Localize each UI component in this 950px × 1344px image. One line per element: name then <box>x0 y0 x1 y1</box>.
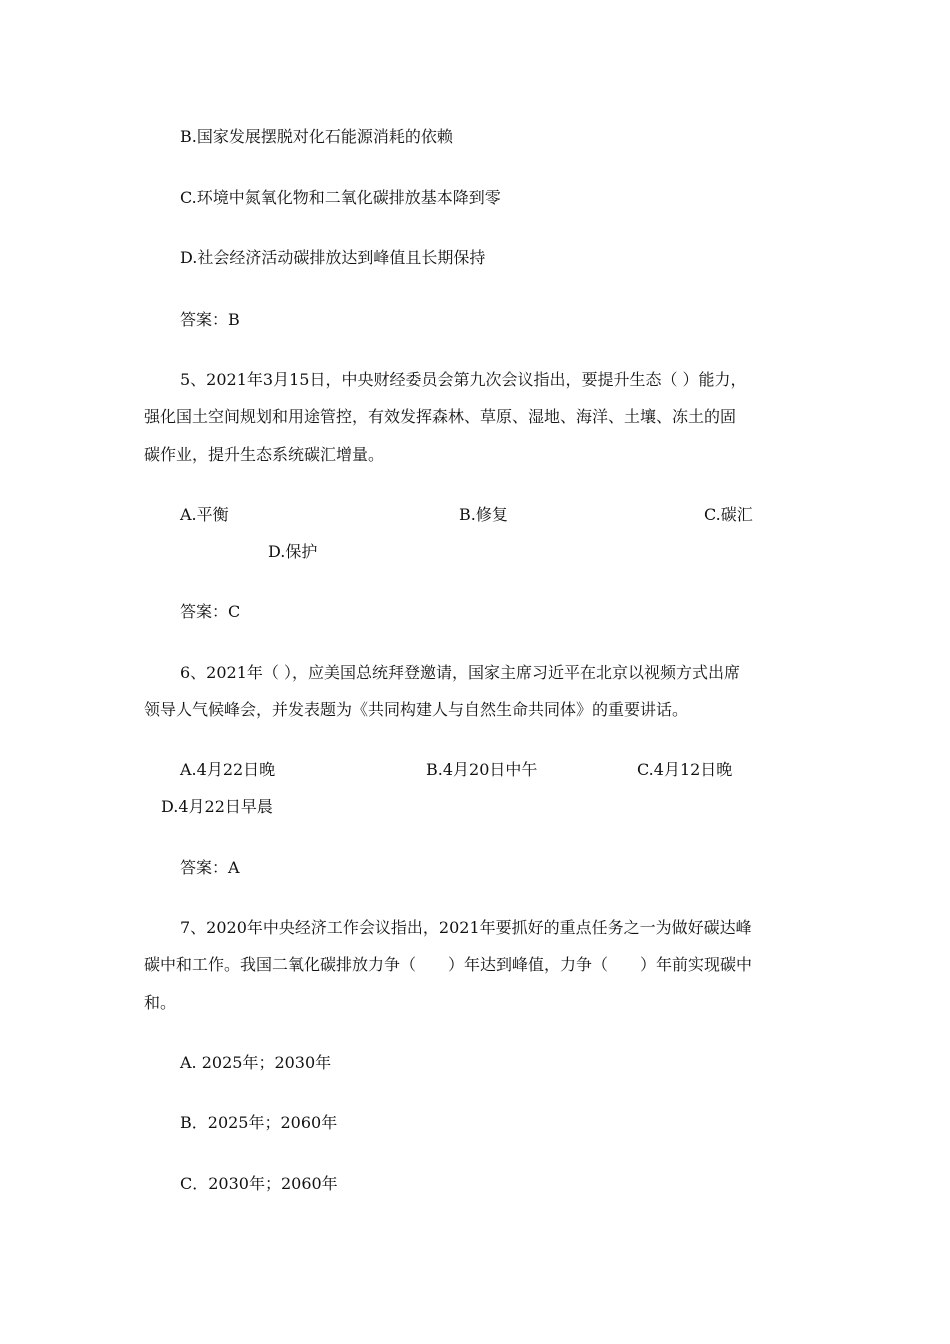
q5-answer: 答案：C <box>180 602 241 621</box>
q6-answer: 答案：A <box>180 858 240 877</box>
q5-text-line-3: 碳作业，提升生态系统碳汇增量。 <box>144 445 385 464</box>
q4-option-d: D.社会经济活动碳排放达到峰值且长期保持 <box>180 248 486 267</box>
q4-answer: 答案：B <box>180 310 240 329</box>
q6-option-a: A.4月22日晚 <box>180 760 276 779</box>
q7-option-c: C．2030年；2060年 <box>180 1174 338 1193</box>
q4-option-b: B.国家发展摆脱对化石能源消耗的依赖 <box>180 127 453 146</box>
q7-text-line-3: 和。 <box>144 993 177 1012</box>
q6-option-b: B.4月20日中午 <box>426 760 538 779</box>
q5-text-line-1: 5、2021年3月15日，中央财经委员会第九次会议指出，要提升生态（ ）能力， <box>180 370 747 389</box>
q6-text-line-2: 领导人气候峰会，并发表题为《共同构建人与自然生命共同体》的重要讲话。 <box>144 700 689 719</box>
q7-option-a: A. 2025年；2030年 <box>180 1053 332 1072</box>
q6-option-c: C.4月12日晚 <box>637 760 733 779</box>
q6-text-line-1: 6、2021年（ ），应美国总统拜登邀请，国家主席习近平在北京以视频方式出席 <box>180 663 740 682</box>
q5-option-b: B.修复 <box>459 505 508 524</box>
q5-option-c: C.碳汇 <box>704 505 753 524</box>
q7-text-line-2: 碳中和工作。我国二氧化碳排放力争（ ）年达到峰值，力争（ ）年前实现碳中 <box>144 955 753 974</box>
q5-option-d: D.保护 <box>268 542 318 561</box>
q5-option-a: A.平衡 <box>180 505 229 524</box>
q7-option-b: B．2025年；2060年 <box>180 1113 338 1132</box>
q6-option-d: D.4月22日早晨 <box>161 797 273 816</box>
q4-option-c: C.环境中氮氧化物和二氧化碳排放基本降到零 <box>180 188 501 207</box>
q5-text-line-2: 强化国土空间规划和用途管控，有效发挥森林、草原、湿地、海洋、土壤、冻土的固 <box>144 407 737 426</box>
q7-text-line-1: 7、2020年中央经济工作会议指出，2021年要抓好的重点任务之一为做好碳达峰 <box>180 918 752 937</box>
